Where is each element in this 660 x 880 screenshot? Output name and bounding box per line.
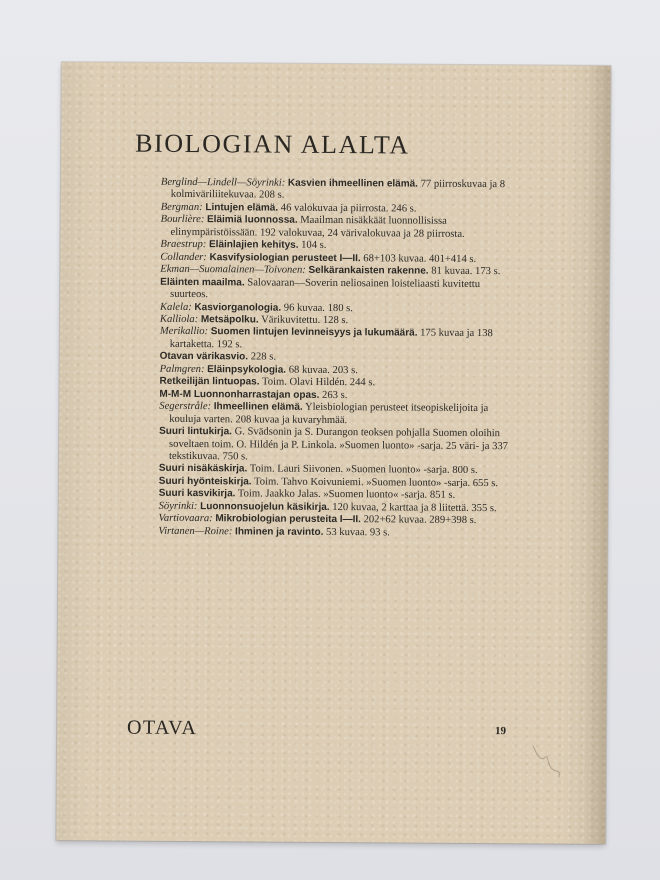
entry-title: Eläinlajien kehitys.: [208, 239, 299, 252]
entry-detail: 263 s.: [322, 389, 348, 401]
entry-author: Bourlière:: [160, 214, 205, 226]
entry-title: Suuri hyönteiskirja.: [158, 475, 252, 488]
entry-detail: Toim. Tahvo Koivuniemi. »Suomen luonto» -sarja. 655 s.: [254, 476, 499, 490]
pencil-scribble-mark: [527, 735, 571, 785]
page-number: 19: [495, 725, 507, 738]
entry-title: Suuri nisäkäskirja.: [158, 463, 248, 475]
entry-author: Braestrup:: [160, 239, 207, 251]
entry-detail: Maailman nisäkkäät luonnollisissa elinympäristöissään. 192 valokuvaa, 24 värivalokuvaa ja 28 piirrosta.: [170, 215, 465, 240]
entry-detail: 202+62 kuvaa. 289+398 s.: [363, 514, 477, 527]
book-entry: [160, 214, 510, 241]
entry-title: Lintujen elämä.: [205, 202, 279, 214]
entry-title: Kasvifysiologian perusteet I—II.: [209, 251, 361, 264]
entry-detail: Toim. Lauri Siivonen. »Suomen luonto» -sarja. 800 s.: [249, 463, 478, 477]
entry-author: Vartiovaara:: [158, 513, 213, 525]
entry-detail: 46 valokuvaa ja piirrosta. 246 s.: [280, 202, 417, 215]
entry-title: Suuri lintukirja.: [159, 425, 232, 438]
entry-title: Suuri kasvikirja.: [158, 488, 236, 500]
entry-detail: 53 kuvaa. 93 s.: [326, 526, 390, 539]
entry-author: Merikallio:: [159, 326, 209, 338]
entry-detail: Toim. Olavi Hildén. 244 s.: [261, 376, 376, 389]
entry-detail: Värikuvitettu. 128 s.: [261, 314, 349, 327]
entry-title: Kasviorganologia.: [194, 301, 282, 314]
entry-title: Eläimiä luonnossa.: [206, 214, 298, 227]
entry-detail: Yleisbiologian perusteet itseopiskelijoita ja kouluja varten. 208 kuvaa ja kuvaryhmää.: [169, 401, 489, 426]
book-list: [158, 177, 511, 541]
entry-author: Segerstråle:: [159, 400, 212, 413]
entry-detail: Salovaaran—Soverin neliosainen loisteliaasti kuvitettu suurteos.: [170, 277, 481, 301]
entry-title: Mikrobiologian perusteita I—II.: [215, 513, 361, 526]
entry-title: Metsäpolku.: [200, 314, 259, 326]
entry-author: Bergman:: [160, 201, 203, 213]
entry-author: Söyrinki:: [158, 500, 198, 512]
entry-title: Ihmeellinen elämä.: [213, 401, 303, 413]
entry-detail: 81 kuvaa. 173 s.: [431, 265, 501, 278]
entry-detail: 175 kuvaa ja 138 kartaketta. 192 s.: [169, 328, 493, 351]
entry-title: Luonnonsuojelun käsikirja.: [200, 500, 330, 513]
entry-title: Eläinpsykologia.: [207, 363, 287, 376]
entry-title: Suomen lintujen levinneisyys ja lukumäärä.: [210, 326, 418, 340]
book-entry: [161, 177, 511, 204]
book-back-cover: [56, 62, 610, 844]
cover-heading: BIOLOGIAN ALALTA: [135, 128, 410, 160]
entry-title: Otavan värikasvio.: [159, 351, 249, 363]
entry-author: Kalela:: [159, 301, 192, 313]
entry-title: Eläinten maailma.: [160, 276, 245, 289]
entry-author: Collander:: [160, 251, 207, 263]
book-entry: [160, 276, 510, 303]
entry-detail: 96 kuvaa. 180 s.: [283, 302, 353, 314]
entry-detail: 228 s.: [250, 351, 277, 363]
publisher-name: OTAVA: [127, 716, 198, 740]
entry-title: M-M-M Luonnonharrastajan opas.: [159, 388, 320, 401]
book-entry: [160, 326, 510, 353]
entry-title: Retkeilijän lintuopas.: [159, 376, 260, 388]
entry-detail: 68+103 kuvaa. 401+414 s.: [363, 252, 477, 265]
entry-detail: G. Svädsonin ja S. Durangon teoksen pohjalla Suomen oloihin soveltaen toim. O. Hildén ja P. Linkola. »Suomen luonto» -sarja. 25 väri- ja 337 tekstikuvaa. 750 s.: [168, 426, 509, 463]
entry-detail: 77 piirroskuvaa ja 8 kolmiväriliitekuvaa. 208 s.: [170, 178, 506, 202]
entry-title: Kasvien ihmeellinen elämä.: [287, 177, 419, 190]
entry-title: Ihminen ja ravinto.: [235, 526, 324, 538]
entry-author: Kalliola:: [159, 313, 199, 326]
entry-title: Selkärankaisten rakenne.: [308, 264, 429, 277]
book-entry: [159, 401, 509, 428]
entry-author: Palmgren:: [159, 363, 205, 375]
entry-detail: 104 s.: [301, 240, 327, 252]
entry-detail: Toim. Jaakko Jalas. »Suomen luonto« -sarja. 851 s.: [237, 488, 456, 502]
book-entry: [159, 426, 509, 466]
entry-detail: 68 kuvaa. 203 s.: [288, 364, 358, 376]
book-entry: [158, 525, 508, 540]
entry-author: Berglind—Lindell—Söyrinki:: [160, 176, 286, 189]
entry-detail: 120 kuvaa, 2 karttaa ja 8 liitettä. 355 s.: [332, 501, 497, 514]
entry-author: Ekman—Suomalainen—Toivonen:: [160, 263, 306, 276]
entry-author: Virtanen—Roine:: [158, 525, 233, 537]
